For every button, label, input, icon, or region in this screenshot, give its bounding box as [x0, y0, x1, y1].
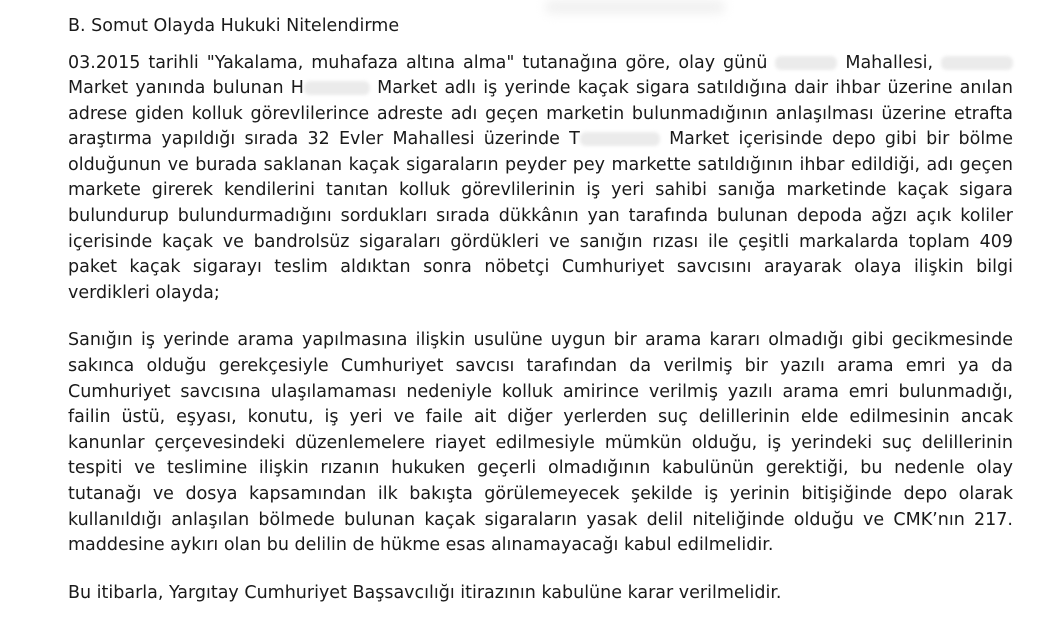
section-heading: B. Somut Olayda Hukuki Nitelendirme	[68, 16, 400, 36]
p1-text-2: Mahallesi,	[837, 52, 941, 73]
redacted-market-name-2	[580, 132, 660, 146]
p1-text-3: Market yanında bulunan H	[68, 78, 304, 99]
redaction-smudge	[545, 0, 725, 14]
redacted-date	[775, 56, 837, 70]
document-body	[68, 14, 1013, 606]
paragraph-conclusion: Bu itibarla, Yargıtay Cumhuriyet Başsavcılığı itirazının kabulüne karar verilmelidir.	[68, 582, 782, 603]
p1-text-5: Market içerisinde depo gibi bir bölme olduğunun ve burada saklanan kaçak sigaraların peyder pey markette satıldığının ihbar edildiği, adı geçen markete girerek kendilerini tanıtan kolluk görevlilerinin iş yeri sahibi sanığa marketinde kaçak sigara bulundurup bulundurmadığını sordukları sırada dükkânın yan tarafında bulunan depoda ağzı açık koliler içerisinde kaçak ve bandrolsüz sigaraları gördükleri ve sanığın rızası ile çeşitli markalarda toplam 409 paket kaçak sigarayı teslim aldıktan sonra nöbetçi Cumhuriyet savcısını arayarak olaya ilişkin bilgi verdikleri olayda;	[68, 129, 1013, 303]
paragraph-legal-assessment: Sanığın iş yerinde arama yapılmasına ilişkin usulüne uygun bir arama kararı olmadığı gibi gecikmesinde sakınca olduğu gerekçesiyle Cumhuriyet savcısı tarafından da verilmiş bir yazılı arama emri ya da Cumhuriyet savcısına ulaşılamaması nedeniyle kolluk amirince verilmiş yazılı arama emri bulunmadığı, failin üstü, eşyası, konutu, iş yeri ve faile ait diğer yerlerden suç delillerinin elde edilmesinin ancak kanunlar çerçevesindeki düzenlemelere riayet edilmesiyle mümkün olduğu, iş yerindeki suç delillerinin tespiti ve teslimine ilişkin rızanın hukuken geçerli olmadığının kabulünün gerektiği, bu nedenle olay tutanağı ve dosya kapsamından ilk bakışta görülemeyecek şekilde iş yerinin bitişiğinde depo olarak kullanıldığı anlaşılan bölmede bulunan kaçak sigaraların yasak delil niteliğinde olduğu ve CMK’nın 217. maddesine aykırı olan bu delilin de hükme esas alınamayacağı kabul edilmelidir.	[68, 330, 1013, 556]
redacted-address	[941, 56, 1013, 70]
p1-text-1: 03.2015 tarihli "Yakalama, muhafaza altına alma" tutanağına göre, olay günü	[68, 52, 776, 73]
p1-text-4: Market adlı iş yerinde kaçak sigara satıldığına dair ihbar üzerine anılan adrese giden kolluk görevlilerince adreste adı geçen marketin bulunmadığının anlaşılması üzerine etrafta araştırma yapıldığı sırada 32 Evler Mahallesi üzerinde T	[68, 78, 1014, 150]
paragraph-incident-summary	[68, 51, 1013, 307]
redacted-market-name	[304, 81, 370, 95]
